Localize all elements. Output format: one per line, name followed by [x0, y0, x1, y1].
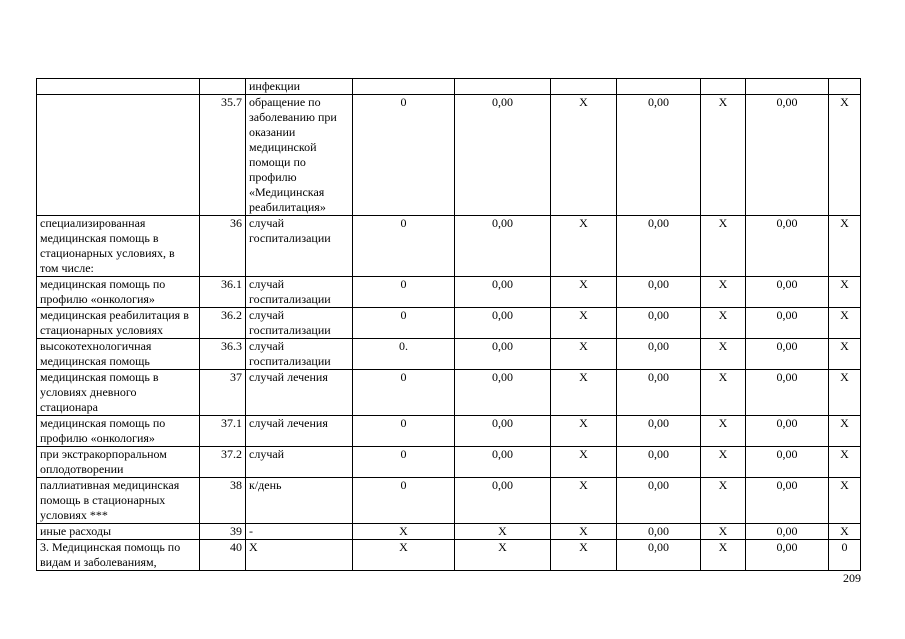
cell-col5: 0,00: [455, 447, 551, 478]
cell-col4: 0: [353, 308, 455, 339]
cell-unit: случай лечения: [246, 370, 353, 416]
cell-col5: 0,00: [455, 339, 551, 370]
cell-col5: 0,00: [455, 95, 551, 216]
cell-name: медицинская реабилитация в стационарных условиях: [37, 308, 200, 339]
cell-col4: 0: [353, 277, 455, 308]
cell-number: 37: [200, 370, 246, 416]
cell-col8: Х: [701, 478, 746, 524]
cell-col9: 0,00: [746, 339, 829, 370]
cell-col7: 0,00: [617, 216, 701, 277]
cell-col5: 0,00: [455, 370, 551, 416]
cell-col10: 0: [829, 540, 861, 571]
table-row: [37, 447, 861, 478]
cell-name: иные расходы: [37, 524, 200, 540]
cell-unit: обращение по заболеванию при оказании медицинской помощи по профилю «Медицинская реабилитация»: [246, 95, 353, 216]
cell-col10: Х: [829, 447, 861, 478]
cell-number: 39: [200, 524, 246, 540]
cell-unit: случай госпитализации: [246, 277, 353, 308]
cell-unit: инфекции: [246, 79, 353, 95]
cell-col8: Х: [701, 277, 746, 308]
cell-col8: Х: [701, 540, 746, 571]
cell-col6: Х: [551, 524, 617, 540]
cell-number: 36.2: [200, 308, 246, 339]
cell-col10: Х: [829, 524, 861, 540]
cell-col9: 0,00: [746, 277, 829, 308]
cell-col10: Х: [829, 277, 861, 308]
table-row: [37, 416, 861, 447]
cell-col10: Х: [829, 370, 861, 416]
cell-number: 36.3: [200, 339, 246, 370]
cell-col5: [455, 79, 551, 95]
cell-col4: 0: [353, 416, 455, 447]
table-row: [37, 308, 861, 339]
cell-col5: Х: [455, 540, 551, 571]
cell-number: 38: [200, 478, 246, 524]
cell-col6: Х: [551, 478, 617, 524]
cell-col7: 0,00: [617, 277, 701, 308]
cell-col4: 0.: [353, 339, 455, 370]
cell-col7: 0,00: [617, 478, 701, 524]
cell-col6: Х: [551, 339, 617, 370]
page-number: 209: [843, 571, 861, 585]
cell-col10: Х: [829, 416, 861, 447]
cell-col5: 0,00: [455, 478, 551, 524]
cell-col7: 0,00: [617, 95, 701, 216]
cell-col6: Х: [551, 95, 617, 216]
cell-col9: 0,00: [746, 370, 829, 416]
cell-col9: [746, 79, 829, 95]
cell-name: 3. Медицинская помощь по видам и заболеваниям,: [37, 540, 200, 571]
cell-col7: [617, 79, 701, 95]
cell-col7: 0,00: [617, 339, 701, 370]
cell-name: [37, 79, 200, 95]
cell-col9: 0,00: [746, 95, 829, 216]
cell-col9: 0,00: [746, 308, 829, 339]
cell-col4: 0: [353, 95, 455, 216]
cell-col8: Х: [701, 308, 746, 339]
cell-col9: 0,00: [746, 216, 829, 277]
data-table: [36, 78, 861, 571]
cell-col8: Х: [701, 524, 746, 540]
cell-name: высокотехнологичная медицинская помощь: [37, 339, 200, 370]
cell-col8: Х: [701, 370, 746, 416]
cell-col6: Х: [551, 216, 617, 277]
cell-name: при экстракорпоральном оплодотворении: [37, 447, 200, 478]
cell-col8: Х: [701, 339, 746, 370]
cell-col6: [551, 79, 617, 95]
cell-name: медицинская помощь в условиях дневного стационара: [37, 370, 200, 416]
cell-col7: 0,00: [617, 370, 701, 416]
cell-col6: Х: [551, 540, 617, 571]
cell-unit: случай госпитализации: [246, 339, 353, 370]
cell-col4: 0: [353, 370, 455, 416]
cell-col9: 0,00: [746, 524, 829, 540]
cell-col10: [829, 79, 861, 95]
cell-col10: Х: [829, 95, 861, 216]
cell-col10: Х: [829, 308, 861, 339]
table-row: [37, 540, 861, 571]
table-row: [37, 370, 861, 416]
cell-number: 36: [200, 216, 246, 277]
table-row: [37, 524, 861, 540]
cell-unit: случай: [246, 447, 353, 478]
table-row: [37, 79, 861, 95]
cell-col7: 0,00: [617, 447, 701, 478]
cell-col10: Х: [829, 339, 861, 370]
cell-number: 36.1: [200, 277, 246, 308]
cell-col5: Х: [455, 524, 551, 540]
cell-col8: Х: [701, 447, 746, 478]
cell-name: медицинская помощь по профилю «онкология»: [37, 416, 200, 447]
cell-col7: 0,00: [617, 416, 701, 447]
table-row: [37, 216, 861, 277]
cell-col8: Х: [701, 216, 746, 277]
cell-col9: 0,00: [746, 478, 829, 524]
cell-number: 37.2: [200, 447, 246, 478]
cell-col9: 0,00: [746, 447, 829, 478]
cell-col4: [353, 79, 455, 95]
cell-col4: 0: [353, 216, 455, 277]
table-body: [37, 79, 861, 571]
cell-unit: случай госпитализации: [246, 308, 353, 339]
cell-col10: Х: [829, 478, 861, 524]
cell-col6: Х: [551, 277, 617, 308]
cell-name: медицинская помощь по профилю «онкология»: [37, 277, 200, 308]
cell-col9: 0,00: [746, 416, 829, 447]
cell-unit: к/день: [246, 478, 353, 524]
table-row: [37, 339, 861, 370]
cell-col6: Х: [551, 447, 617, 478]
cell-number: 40: [200, 540, 246, 571]
cell-unit: случай лечения: [246, 416, 353, 447]
cell-col5: 0,00: [455, 308, 551, 339]
cell-col4: Х: [353, 524, 455, 540]
cell-col4: 0: [353, 478, 455, 524]
cell-col8: [701, 79, 746, 95]
cell-number: 37.1: [200, 416, 246, 447]
cell-col7: 0,00: [617, 524, 701, 540]
cell-number: 35.7: [200, 95, 246, 216]
cell-col4: 0: [353, 447, 455, 478]
table-row: [37, 95, 861, 216]
cell-name: [37, 95, 200, 216]
cell-col8: Х: [701, 95, 746, 216]
cell-col6: Х: [551, 308, 617, 339]
cell-name: специализированная медицинская помощь в стационарных условиях, в том числе:: [37, 216, 200, 277]
table-row: [37, 478, 861, 524]
cell-unit: -: [246, 524, 353, 540]
cell-unit: Х: [246, 540, 353, 571]
cell-col6: Х: [551, 416, 617, 447]
cell-number: [200, 79, 246, 95]
cell-col7: 0,00: [617, 308, 701, 339]
cell-col5: 0,00: [455, 277, 551, 308]
cell-col8: Х: [701, 416, 746, 447]
table-row: [37, 277, 861, 308]
cell-col4: Х: [353, 540, 455, 571]
cell-col5: 0,00: [455, 416, 551, 447]
cell-col6: Х: [551, 370, 617, 416]
cell-unit: случай госпитализации: [246, 216, 353, 277]
cell-col7: 0,00: [617, 540, 701, 571]
cell-col10: Х: [829, 216, 861, 277]
cell-name: паллиативная медицинская помощь в стационарных условиях ***: [37, 478, 200, 524]
cell-col9: 0,00: [746, 540, 829, 571]
cell-col5: 0,00: [455, 216, 551, 277]
